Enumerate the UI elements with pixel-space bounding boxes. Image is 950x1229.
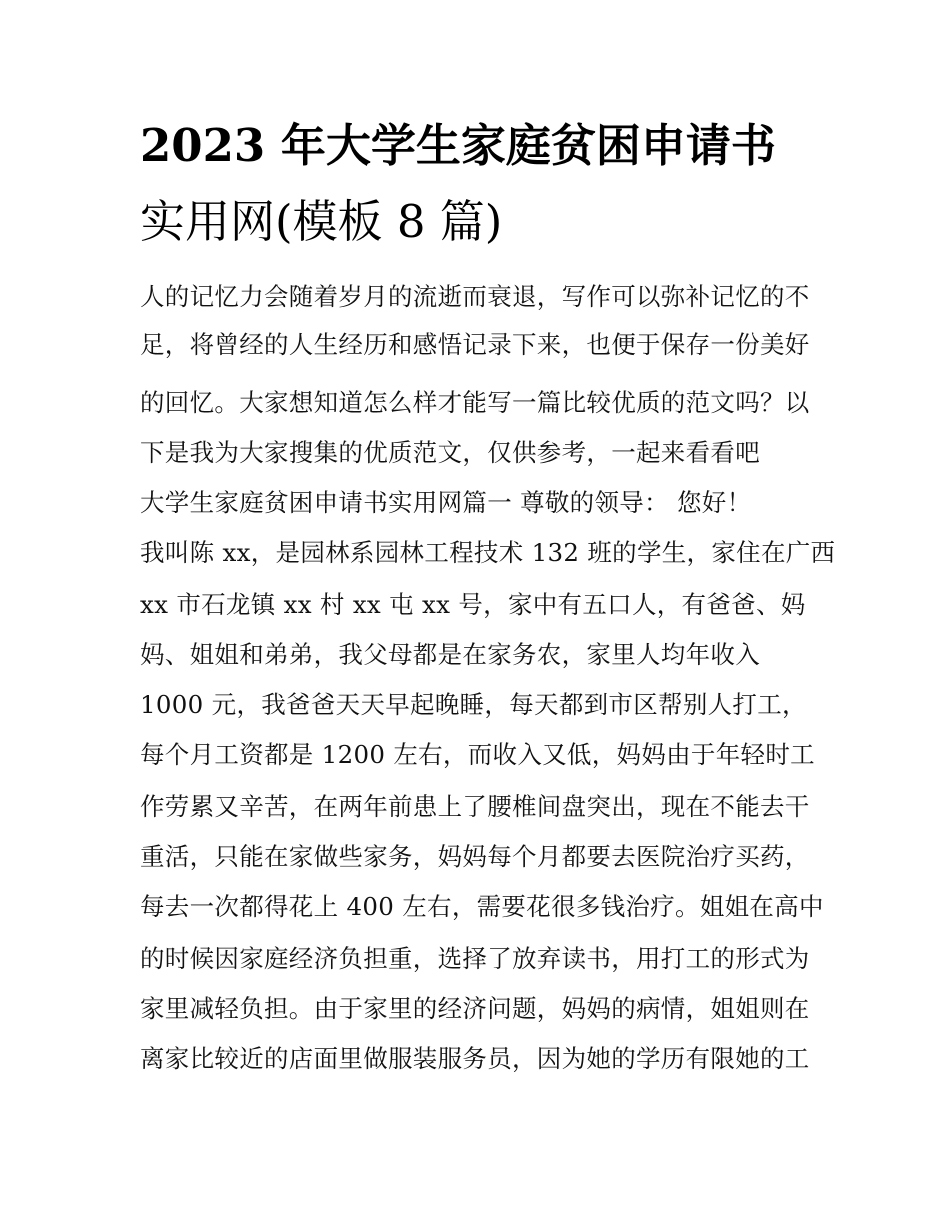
title-line-1: 2023 年大学生家庭贫困申请书 (140, 119, 776, 172)
paragraph-line-10: 每个月工资都是 1200 左右，而收入又低，妈妈由于年轻时工 (140, 740, 815, 769)
paragraph-line-4: 下是我为大家搜集的优质范文，仅供参考，一起来看看吧 (140, 438, 760, 467)
paragraph-line-11: 作劳累又辛苦，在两年前患上了腰椎间盘突出，现在不能去干 (140, 792, 810, 821)
paragraph-line-8: 妈、姐姐和弟弟，我父母都是在家务农，家里人均年收入 (140, 640, 760, 669)
paragraph-line-16: 离家比较近的店面里做服装服务员，因为她的学历有限她的工 (140, 1044, 810, 1073)
paragraph-line-7: xx 市石龙镇 xx 村 xx 屯 xx 号，家中有五口人，有爸爸、妈 (140, 590, 806, 619)
paragraph-line-3: 的回忆。大家想知道怎么样才能写一篇比较优质的范文吗？以 (140, 388, 810, 417)
paragraph-line-9: 1000 元，我爸爸天天早起晚睡，每天都到市区帮别人打工， (140, 690, 807, 719)
paragraph-line-13: 每去一次都得花上 400 左右，需要花很多钱治疗。姐姐在高中 (140, 892, 824, 921)
title-line-2: 实用网(模板 8 篇) (140, 195, 503, 248)
paragraph-line-2: 足，将曾经的人生经历和感悟记录下来，也便于保存一份美好 (140, 330, 810, 359)
paragraph-line-6: 我叫陈 xx，是园林系园林工程技术 132 班的学生，家住在广西 (140, 538, 836, 567)
paragraph-line-15: 家里减轻负担。由于家里的经济问题，妈妈的病情，姐姐则在 (140, 994, 810, 1023)
document-title (140, 108, 840, 260)
paragraph-line-1: 人的记忆力会随着岁月的流逝而衰退，写作可以弥补记忆的不 (140, 282, 810, 311)
paragraph-line-5: 大学生家庭贫困申请书实用网篇一 尊敬的领导： 您好！ (140, 488, 752, 517)
paragraph-line-12: 重活，只能在家做些家务，妈妈每个月都要去医院治疗买药， (140, 842, 810, 871)
paragraph-line-14: 的时候因家庭经济负担重，选择了放弃读书，用打工的形式为 (140, 944, 810, 973)
